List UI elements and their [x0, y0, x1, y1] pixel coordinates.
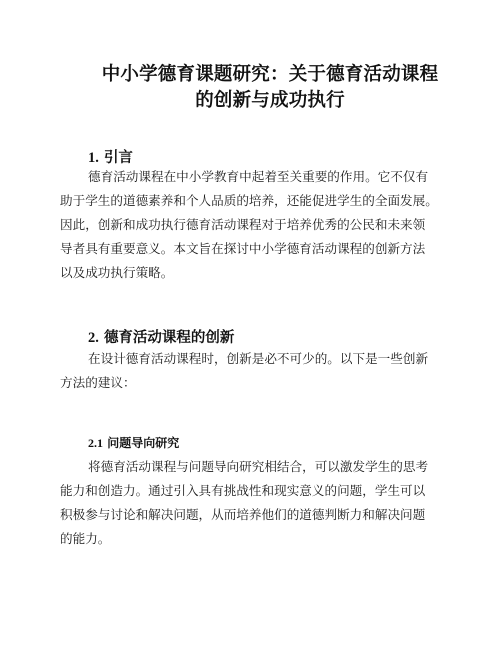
- paragraph-line: 助于学生的道德素养和个人品质的培养，还能促进学生的全面发展。: [60, 193, 438, 208]
- paragraph-line: 方法的建议：: [60, 375, 136, 390]
- section-number: 1.: [88, 150, 99, 166]
- section-heading-innovation: [88, 326, 234, 347]
- paragraph-line: 积极参与讨论和解决问题，从而培养他们的道德判断力和解决问题: [60, 507, 426, 522]
- paragraph-line: 的能力。: [60, 531, 111, 546]
- paragraph-line: 能力和创造力。通过引入具有挑战性和现实意义的问题，学生可以: [60, 483, 426, 498]
- section-title: 德育活动课程的创新: [103, 330, 235, 346]
- subsection-heading-problem-oriented: [88, 434, 179, 451]
- section-title: 问题导向研究: [107, 436, 180, 450]
- section-title: 引言: [103, 150, 133, 166]
- paragraph-line: 德育活动课程在中小学教育中起着至关重要的作用。它不仅有: [88, 169, 429, 184]
- paragraph-line: 以及成功执行策略。: [60, 265, 174, 280]
- paragraph-line: 导者具有重要意义。本文旨在探讨中小学德育活动课程的创新方法: [60, 241, 426, 256]
- document-title-line-1: 中小学德育课题研究：关于德育活动课程: [101, 64, 439, 85]
- paragraph-line: 在设计德育活动课程时，创新是必不可少的。以下是一些创新: [88, 351, 429, 366]
- paragraph-line: 将德育活动课程与问题导向研究相结合，可以激发学生的思考: [88, 459, 429, 474]
- paragraph-line: 因此，创新和成功执行德育活动课程对于培养优秀的公民和未来领: [60, 217, 426, 232]
- section-number: 2.: [88, 330, 99, 346]
- document-title-line-2: 的创新与成功执行: [195, 90, 345, 111]
- section-number: 2.1: [88, 436, 103, 450]
- section-heading-intro: [88, 146, 133, 167]
